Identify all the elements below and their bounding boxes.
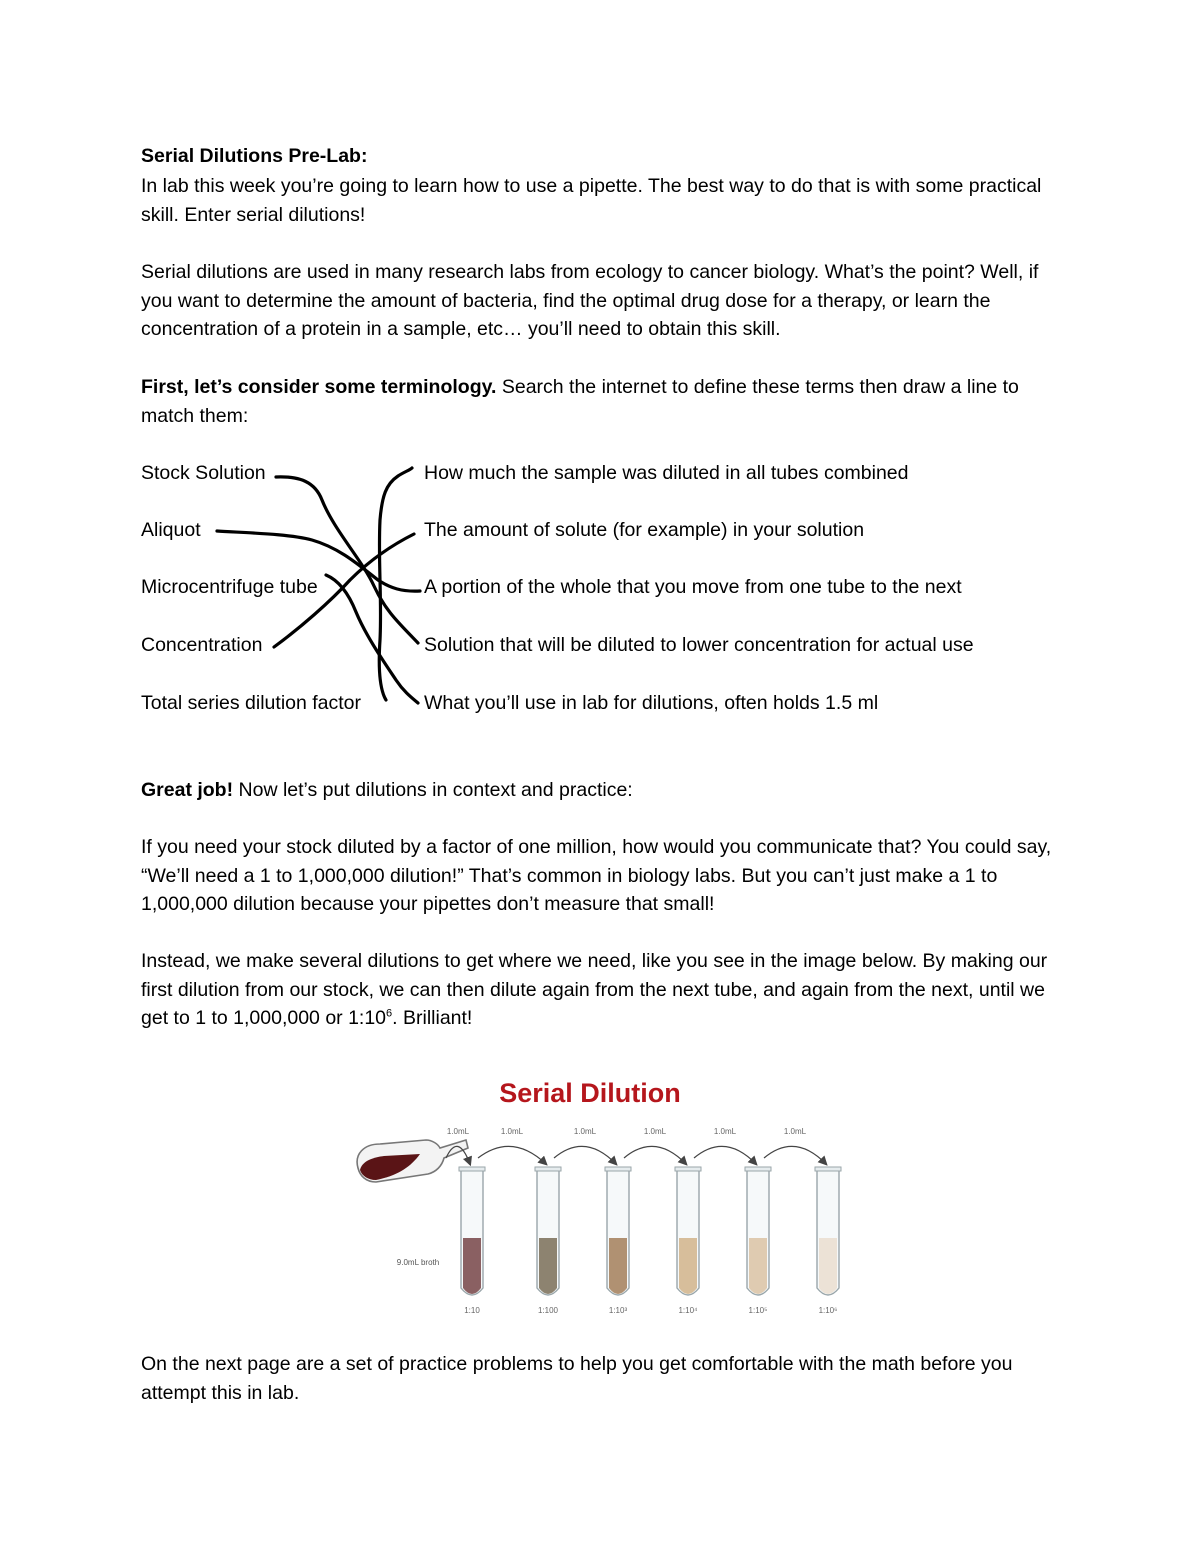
tube-ratio-label: 1:10⁴	[678, 1306, 698, 1315]
tube-ratio-label: 1:100	[537, 1306, 559, 1315]
match-line-microcentrifuge-tube	[326, 575, 418, 703]
tube-ratio-label: 1:10⁵	[748, 1306, 768, 1315]
transfer-arrow	[764, 1146, 826, 1164]
tube-ratio-label: 1:10	[464, 1306, 480, 1315]
test-tube-2	[535, 1167, 561, 1295]
serial-dilution-figure	[340, 1070, 860, 1320]
figure-title: Serial Dilution	[499, 1078, 681, 1108]
transfer-arrow	[694, 1146, 756, 1164]
exponent: 6	[386, 1007, 393, 1020]
term-stock-solution: Stock Solution	[141, 462, 266, 484]
definition-1: How much the sample was diluted in all tubes combined	[424, 462, 909, 484]
terminology-instructions: Search the internet to define these terms then draw a line to match them:	[141, 376, 1019, 427]
test-tube-4	[675, 1167, 701, 1295]
serial-dilution-illustration	[340, 1070, 860, 1320]
intro-paragraph: In lab this week you’re going to learn how to use a pipette. The best way to do that is with some practical skill. Enter serial dilutions!	[141, 175, 1042, 226]
one-million-paragraph: If you need your stock diluted by a factor of one million, how would you communicate that? You could say, “We’ll need a 1 to 1,000,000 dilution!” That’s common in biology labs. But you can’t just make a 1 to 1,000,000 dilution because your pipettes don’t measure that small!	[141, 836, 1052, 915]
transfer-volume-label: 1.0mL	[446, 1127, 470, 1136]
great-job-text: Now let’s put dilutions in context and practice:	[233, 779, 633, 801]
instead-end: . Brilliant!	[392, 1007, 473, 1029]
definition-2: The amount of solute (for example) in your solution	[424, 519, 865, 541]
tube-ratio-label: 1:10³	[608, 1306, 628, 1315]
transfer-volume-label: 1.0mL	[713, 1127, 737, 1136]
great-job-bold: Great job!	[141, 779, 234, 801]
test-tube-1	[459, 1167, 485, 1295]
definition-4: Solution that will be diluted to lower concentration for actual use	[424, 634, 974, 656]
transfer-volume-label: 1.0mL	[643, 1127, 667, 1136]
purpose-paragraph: Serial dilutions are used in many research labs from ecology to cancer biology. What’s the point? Well, if you want to determine the amount of bacteria, find the optimal drug dose for a therapy, or learn the concentration of a protein in a sample, etc… you’ll need to obtain this skill.	[141, 261, 1039, 340]
match-line-aliquot	[217, 531, 420, 591]
term-total-series-dilution-factor: Total series dilution factor	[141, 692, 362, 714]
test-tube-5	[745, 1167, 771, 1295]
transfer-arrow	[554, 1146, 616, 1164]
term-microcentrifuge-tube: Microcentrifuge tube	[141, 576, 318, 598]
instead-paragraph	[141, 947, 1071, 1033]
definition-3: A portion of the whole that you move from one tube to the next	[424, 576, 962, 598]
instead-text: Instead, we make several dilutions to get where we need, like you see in the image below. By making our first dilution from our stock, we can then dilute again from the next tube, and again from the next, until we get to 1 to 1,000,000 or 1:10	[141, 950, 1048, 1029]
term-aliquot: Aliquot	[141, 519, 201, 541]
broth-label: 9.0mL broth	[396, 1258, 440, 1267]
transfer-volume-label: 1.0mL	[573, 1127, 597, 1136]
hand-drawn-match-lines	[0, 0, 1200, 760]
closing-paragraph: On the next page are a set of practice problems to help you get comfortable with the math before you attempt this in lab.	[141, 1353, 1013, 1404]
terminology-bold: First, let’s consider some terminology.	[141, 376, 497, 398]
match-line-stock-solution	[276, 477, 418, 643]
page-title: Serial Dilutions Pre-Lab:	[141, 145, 368, 167]
flask-icon	[357, 1140, 468, 1182]
transfer-volume-label: 1.0mL	[500, 1127, 524, 1136]
test-tube-3	[605, 1167, 631, 1295]
test-tube-6	[815, 1167, 841, 1295]
term-concentration: Concentration	[141, 634, 263, 656]
transfer-arrow	[478, 1146, 546, 1164]
great-job-paragraph	[141, 776, 1071, 805]
tube-ratio-label: 1:10⁶	[818, 1306, 838, 1315]
transfer-volume-label: 1.0mL	[783, 1127, 807, 1136]
transfer-arrow	[624, 1146, 686, 1164]
definition-5: What you’ll use in lab for dilutions, often holds 1.5 ml	[424, 692, 879, 714]
